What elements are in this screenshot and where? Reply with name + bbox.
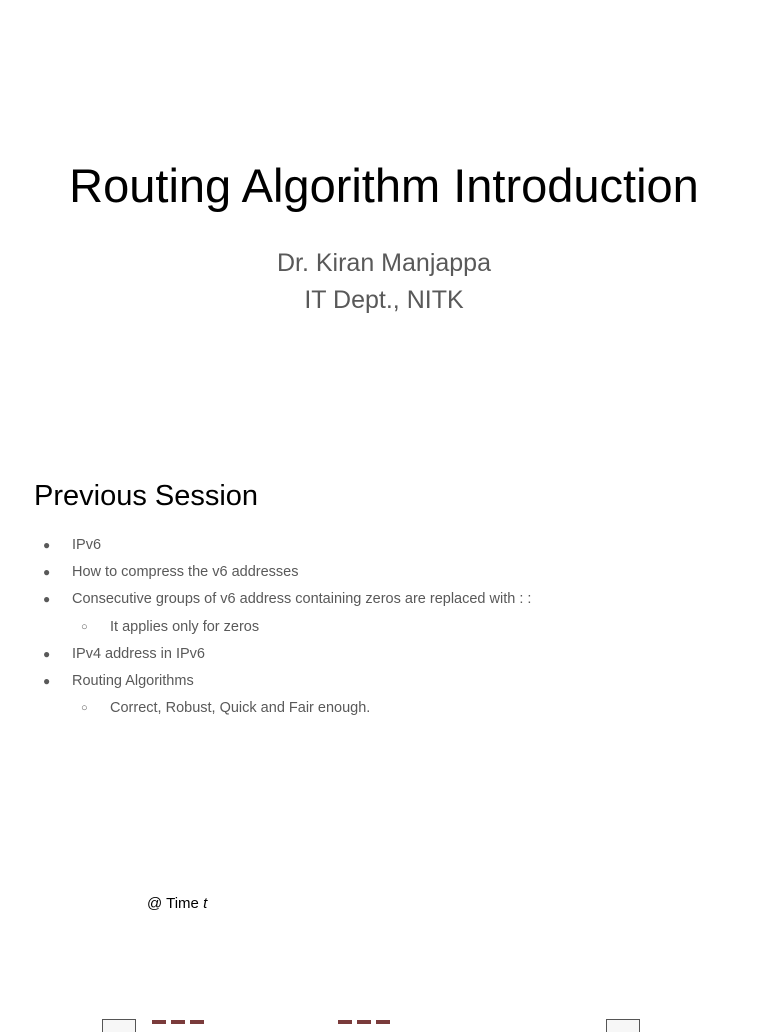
router-icon [338,1020,352,1024]
list-item-text: Consecutive groups of v6 address containing zeros are replaced with : : [72,591,532,608]
time-label [147,894,207,914]
presentation-title: Routing Algorithm Introduction [69,159,699,212]
list-item-text: Correct, Robust, Quick and Fair enough. [110,700,371,717]
bullet-icon: ● [43,592,51,607]
author-affiliation: IT Dept., NITK [304,286,464,314]
presentation-subtitle [0,245,768,319]
host-node-icon [102,1019,136,1032]
host-node-icon [606,1019,640,1032]
router-icon [171,1020,185,1024]
list-item-text: How to compress the v6 addresses [72,564,299,581]
bullet-icon: ● [43,565,51,580]
router-icon [152,1020,166,1024]
router-icon [357,1020,371,1024]
list-item-text: It applies only for zeros [110,618,260,635]
bullet-list [0,532,768,722]
bullet-icon: ● [43,673,51,688]
hollow-bullet-icon: ○ [81,702,88,715]
bullet-icon: ● [43,538,51,552]
time-diagram-slide [0,864,768,1024]
hollow-bullet-icon: ○ [81,620,88,633]
slide-heading: Previous Session [34,480,259,512]
list-item [0,668,768,695]
time-label-prefix: @ Time [147,895,204,912]
list-item-text: Routing Algorithms [72,672,194,689]
time-variable: t [203,895,208,912]
title-slide [0,0,768,432]
sub-list-item [0,695,768,722]
list-item-text: IPv6 [72,537,102,553]
router-icon [190,1020,204,1024]
sub-list-item [0,614,768,641]
list-item [0,559,768,586]
list-item [0,532,768,559]
previous-session-slide [0,432,768,864]
router-icon [376,1020,390,1024]
list-item-text: IPv4 address in IPv6 [72,645,205,662]
list-item [0,641,768,668]
author-name: Dr. Kiran Manjappa [276,249,491,277]
list-item [0,586,768,613]
bullet-icon: ● [43,646,51,661]
